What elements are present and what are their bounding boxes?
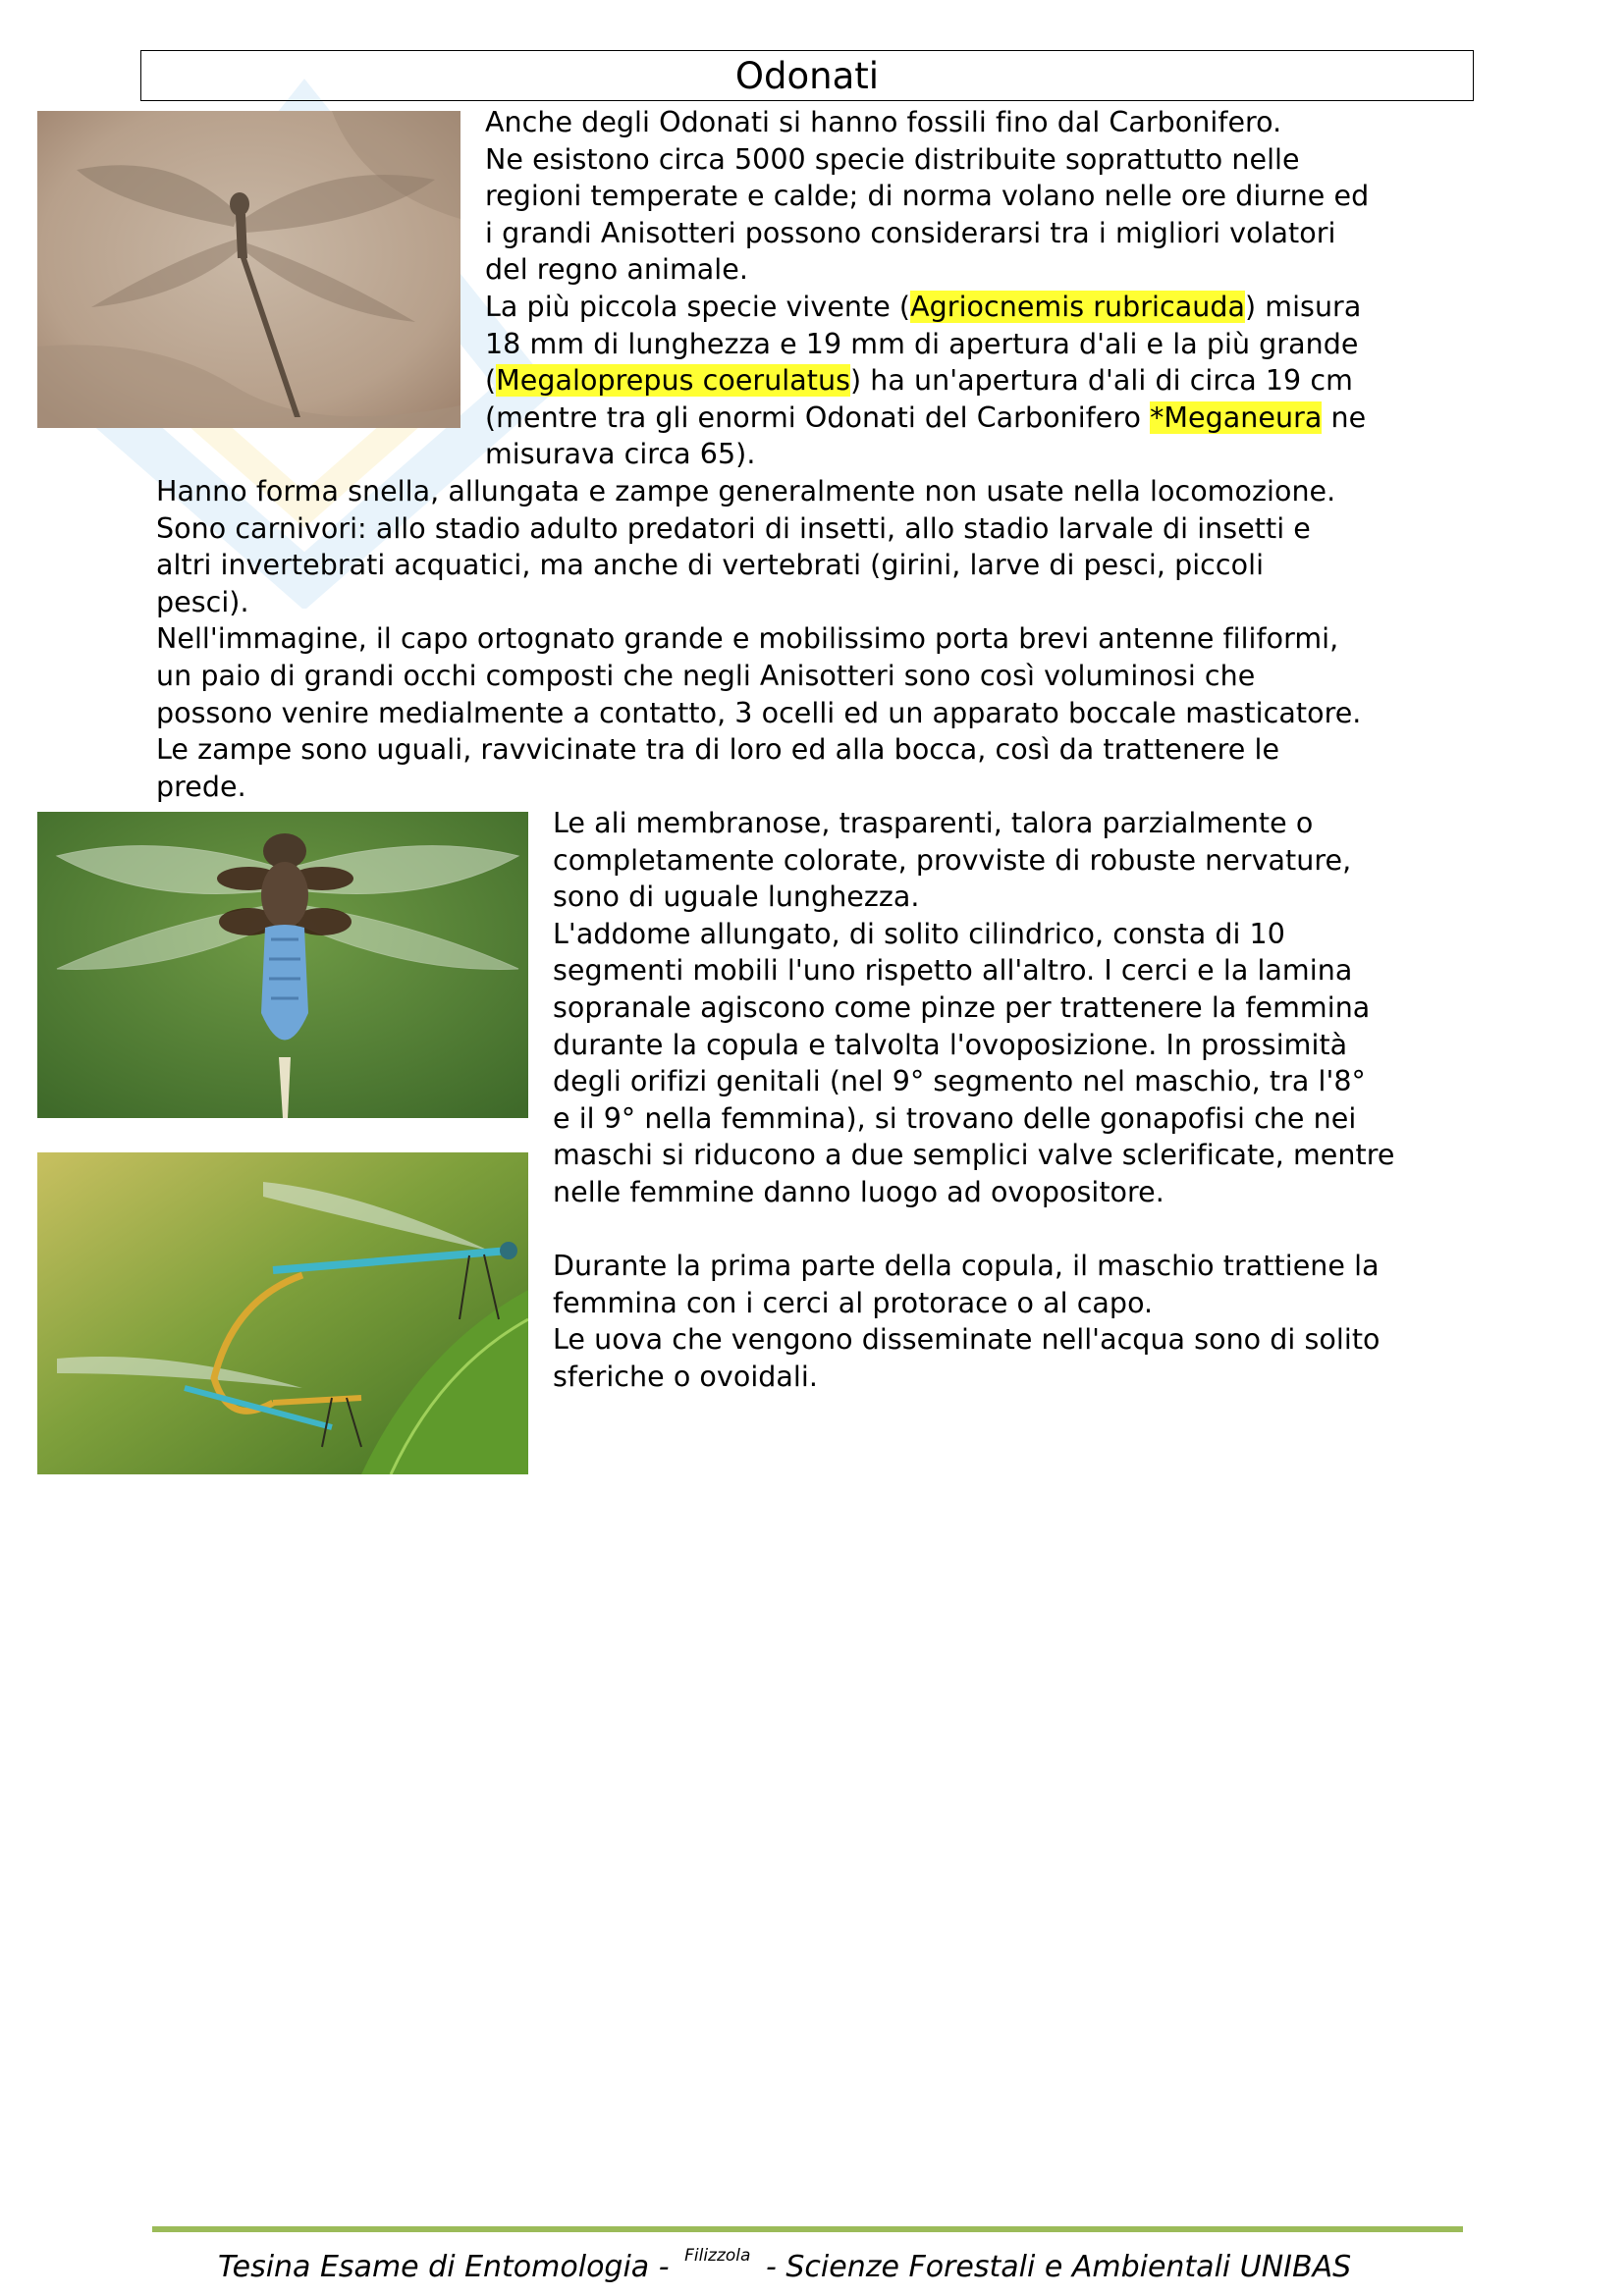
side-line: durante la copula e talvolta l'ovoposizione. In prossimità	[553, 1028, 1348, 1061]
intro-line	[485, 400, 1369, 437]
intro-line	[485, 215, 1369, 252]
intro-line	[485, 326, 1369, 363]
text-run: ) ha un'apertura d'ali di circa 19 cm	[850, 364, 1353, 398]
intro-paragraph	[485, 104, 1369, 473]
side-line: sono di uguale lunghezza.	[553, 881, 920, 914]
text-run: Ne esistono circa 5000 specie distribuite soprattutto nelle	[485, 142, 1300, 176]
text-run: ) misura	[1244, 290, 1362, 323]
body-line: Sono carnivori: allo stadio adulto predatori di insetti, allo stadio larvale di insetti e	[156, 511, 1311, 545]
intro-line	[485, 141, 1369, 179]
damselfly-copula-image	[37, 1152, 528, 1474]
intro-line	[485, 289, 1369, 326]
body-line: pesci).	[156, 585, 249, 618]
side-line: maschi si riducono a due semplici valve sclerificate, mentre	[553, 1139, 1395, 1172]
footer-right: - Scienze Forestali e Ambientali UNIBAS	[766, 2250, 1352, 2284]
side-paragraph	[553, 805, 1394, 1396]
intro-line	[485, 178, 1369, 215]
text-run: (mentre tra gli enormi Odonati del Carbonifero	[485, 400, 1151, 434]
footer-left: Tesina Esame di Entomologia -	[218, 2250, 670, 2284]
text-run: Anche degli Odonati si hanno fossili fino dal Carbonifero.	[485, 106, 1282, 138]
side-line: e il 9° nella femmina), si trovano delle gonapofisi che nei	[553, 1101, 1357, 1135]
text-run: (	[485, 364, 497, 398]
page-title: Odonati	[140, 50, 1474, 101]
side-line: segmenti mobili l'uno rispetto all'altro. I cerci e la lamina	[553, 954, 1353, 988]
text-run: i grandi Anisotteri possono considerarsi tra i migliori volatori	[485, 216, 1336, 249]
blue-dragonfly-image	[37, 812, 528, 1118]
intro-line	[485, 362, 1369, 400]
text-run: del regno animale.	[485, 253, 748, 287]
body-line: prede.	[156, 770, 246, 803]
side-line: nelle femmine danno luogo ad ovopositore.	[553, 1175, 1164, 1208]
side-line: Le uova che vengono disseminate nell'acqua sono di solito	[553, 1323, 1380, 1357]
highlighted-species-name: Megaloprepus coerulatus	[496, 364, 851, 398]
side-line: femmina con i cerci al protorace o al capo.	[553, 1286, 1154, 1319]
footer	[218, 2233, 1494, 2290]
side-line: sopranale agiscono come pinze per trattenere la femmina	[553, 990, 1371, 1024]
side-line: Durante la prima parte della copula, il maschio trattiene la	[553, 1250, 1380, 1283]
intro-line	[485, 436, 1369, 473]
footer-divider	[152, 2226, 1463, 2232]
text-run: La più piccola specie vivente (	[485, 290, 911, 323]
body-paragraph	[156, 473, 1361, 805]
side-line: L'addome allungato, di solito cilindrico, consta di 10	[553, 917, 1285, 950]
text-run: misurava circa 65).	[485, 438, 756, 471]
body-line: altri invertebrati acquatici, ma anche di vertebrati (girini, larve di pesci, piccoli	[156, 549, 1265, 582]
text-run: 18 mm di lunghezza e 19 mm di apertura d'ali e la più grande	[485, 327, 1359, 360]
intro-line	[485, 104, 1369, 141]
body-line: Hanno forma snella, allungata e zampe generalmente non usate nella locomozione.	[156, 475, 1336, 507]
body-line: Le zampe sono uguali, ravvicinate tra di loro ed alla bocca, così da trattenere le	[156, 733, 1280, 767]
highlighted-species-name: *Meganeura	[1150, 400, 1323, 434]
highlighted-species-name: Agriocnemis rubricauda	[910, 290, 1245, 323]
body-line: un paio di grandi occhi composti che negli Anisotteri sono così voluminosi che	[156, 659, 1256, 692]
side-line: degli orifizi genitali (nel 9° segmento nel maschio, tra l'8°	[553, 1065, 1366, 1098]
intro-line	[485, 251, 1369, 289]
side-line: Le ali membranose, trasparenti, talora parzialmente o	[553, 807, 1314, 839]
side-line: completamente colorate, provviste di robuste nervature,	[553, 843, 1352, 877]
side-line	[553, 1211, 1394, 1249]
body-line: Nell'immagine, il capo ortognato grande e mobilissimo porta brevi antenne filiformi,	[156, 622, 1339, 656]
footer-author: Filizzola	[684, 2246, 751, 2266]
fossil-dragonfly-image	[37, 111, 460, 428]
text-run: ne	[1322, 400, 1367, 434]
body-line: possono venire medialmente a contatto, 3 ocelli ed un apparato boccale masticatore.	[156, 696, 1362, 729]
side-line: sferiche o ovoidali.	[553, 1360, 818, 1393]
text-run: regioni temperate e calde; di norma volano nelle ore diurne ed	[485, 180, 1370, 213]
